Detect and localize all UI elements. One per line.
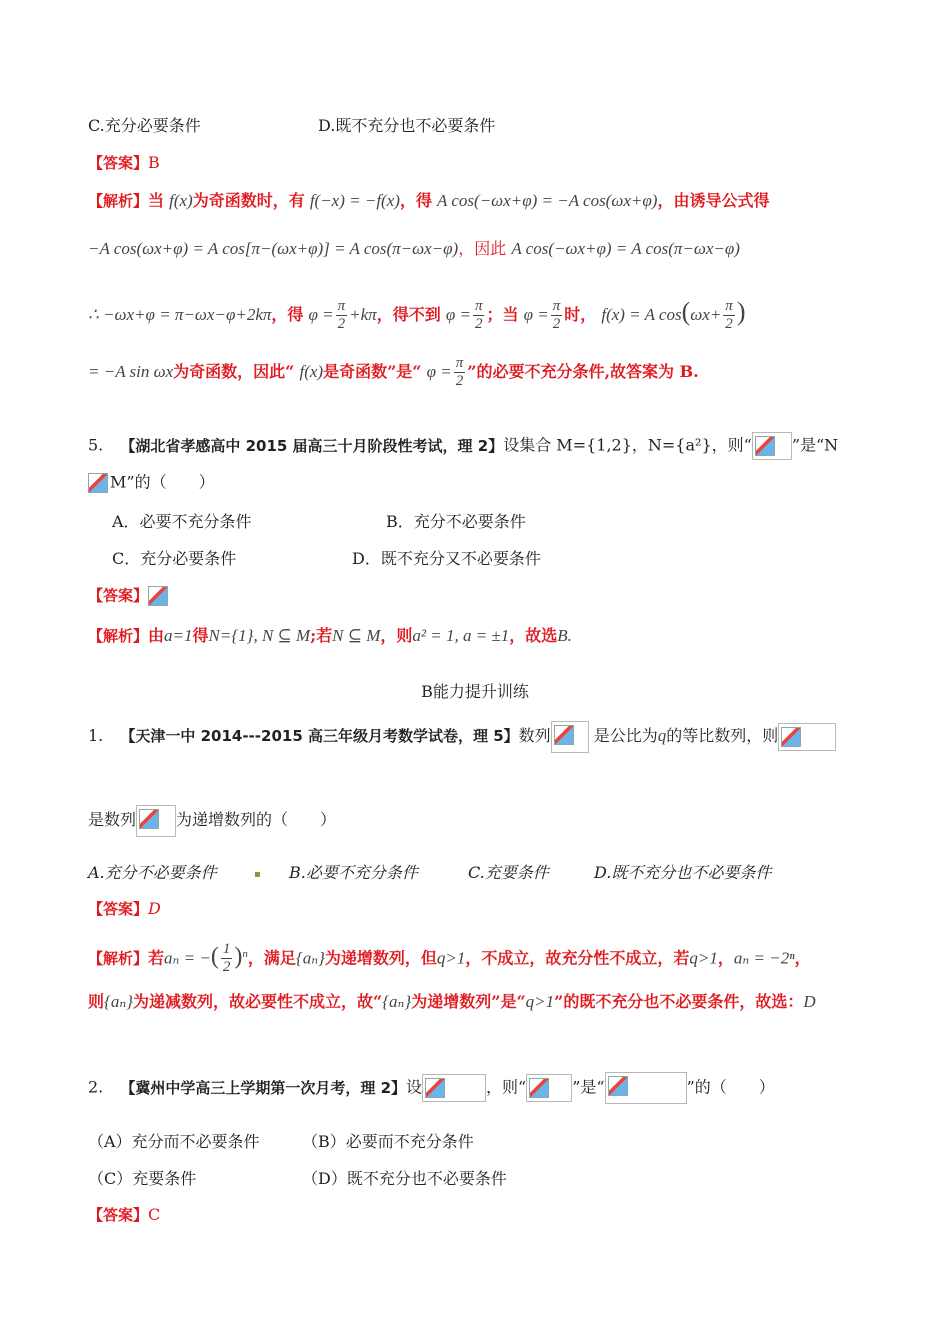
option-a: A.充分不必要条件	[88, 863, 217, 882]
broken-image-icon	[781, 727, 801, 747]
option-d: （D）既不充分也不必要条件	[302, 1169, 507, 1188]
q5-analysis-line	[88, 625, 572, 647]
fraction	[336, 298, 348, 333]
fraction	[454, 355, 466, 390]
math-expr: B.	[557, 626, 572, 645]
math-expr: a² = 1, a = ±1	[412, 626, 510, 645]
question-text: 的等比数列，则	[666, 726, 779, 745]
analysis-text: ，	[794, 948, 811, 968]
analysis-line-4	[88, 352, 699, 392]
analysis-text: ，因此	[458, 239, 507, 258]
math-expr: q>1	[436, 948, 466, 968]
option-a: A．必要不充分条件	[112, 512, 252, 531]
fraction	[473, 298, 485, 333]
paren-close: )	[736, 297, 746, 326]
option-d: D.既不充分也不必要条件	[318, 116, 496, 135]
analysis-text: 当	[148, 191, 165, 210]
analysis-line-2	[88, 238, 740, 260]
question-text: ”是“	[572, 1077, 605, 1097]
formula-image	[778, 723, 836, 751]
formula-image	[136, 805, 176, 837]
frac-den: 2	[337, 316, 346, 332]
analysis-line-1	[88, 190, 769, 212]
analysis-text: ，满足	[247, 948, 296, 968]
frac-num: π	[455, 355, 464, 371]
math-expr: φ =	[523, 305, 549, 324]
math-expr: ∴ −ωx+φ = π−ωx−φ+2kπ	[88, 305, 272, 324]
analysis-text: ，故选	[509, 626, 558, 645]
frac-num: π	[474, 298, 483, 314]
math-expr: {aₙ}	[104, 992, 134, 1011]
frac-den: 2	[552, 316, 561, 332]
question-text: ”是“N	[791, 435, 839, 455]
math-expr: f(x)	[169, 191, 193, 210]
analysis-text: ，不成立，故充分性不成立，若	[465, 948, 690, 968]
frac-num: π	[337, 298, 346, 314]
analysis-text: ；当	[486, 305, 519, 324]
question-text: M”的（ ）	[110, 472, 215, 492]
question-text: 设集合 M={1,2}，N={a²}，则“	[503, 435, 752, 455]
math-expr: = −A sin ωx	[88, 362, 174, 381]
math-expr: f(x)	[299, 362, 324, 381]
analysis-text: ，由诱导公式得	[657, 191, 770, 210]
option-c: C．充分必要条件	[112, 549, 237, 568]
option-d: D．既不充分又不必要条件	[352, 549, 541, 568]
answer-value: D	[148, 899, 161, 918]
broken-image-icon	[608, 1076, 628, 1096]
broken-image-icon	[425, 1078, 445, 1098]
broken-image-icon	[148, 586, 168, 606]
answer-tag: 【答案】	[88, 900, 149, 918]
answer-value: B	[148, 153, 160, 172]
question-text: 是公比为	[593, 726, 658, 745]
math-expr: N={1}, N ⊆ M	[208, 626, 311, 645]
option-b: B.必要不充分条件	[289, 863, 418, 882]
question-text: 设	[406, 1077, 423, 1097]
math-expr: A cos(−ωx+φ) = −A cos(ωx+φ)	[437, 191, 658, 210]
option-d: D.既不充分也不必要条件	[594, 863, 772, 882]
paren-close: )	[234, 943, 243, 970]
section-title: B能力提升训练	[421, 682, 529, 701]
math-expr: N ⊆ M	[332, 626, 381, 645]
answer-value: C	[148, 1205, 161, 1224]
q5-answer-line	[88, 583, 170, 609]
math-expr: A cos(−ωx+φ) = A cos(π−ωx−φ)	[511, 239, 740, 258]
frac-num: π	[725, 298, 733, 314]
analysis-text: 为递减数列，故必要性不成立，故“	[133, 992, 383, 1011]
frac-den: 2	[474, 316, 483, 332]
analysis-tag: 【解析】	[88, 627, 149, 645]
question-number: 1.	[88, 726, 104, 745]
exponent: n	[242, 948, 248, 960]
math-expr: aₙ = −2ⁿ	[733, 948, 795, 968]
fraction	[551, 298, 563, 333]
option-b: B．充分不必要条件	[386, 512, 526, 531]
analysis-text: 是奇函数”是“	[323, 362, 422, 381]
fraction	[221, 941, 233, 976]
broken-image-icon	[139, 809, 159, 829]
b1-analysis-line-1	[88, 934, 811, 974]
paren-open: (	[681, 297, 691, 326]
analysis-text: ，得	[271, 305, 304, 324]
analysis-text: 为递增数列，但	[324, 948, 437, 968]
question-text: 数列	[518, 726, 551, 745]
analysis-text: ;若	[310, 626, 333, 645]
math-expr: {aₙ}	[295, 948, 325, 968]
answer-image	[148, 583, 170, 609]
broken-image-icon	[755, 436, 775, 456]
math-expr: f(x) = A cos	[601, 305, 682, 324]
frac-den: 2	[725, 316, 733, 332]
question-text: ，则“	[486, 1077, 527, 1097]
b1-analysis-line-2	[88, 991, 816, 1013]
question-source: 【天津一中 2014---2015 高三年级月考数学试卷，理 5】	[120, 727, 519, 745]
decor-dot: ▪	[254, 869, 261, 880]
frac-num: π	[552, 298, 561, 314]
analysis-text: 为递增数列”是“	[411, 992, 526, 1011]
b1-answer-line	[88, 898, 161, 920]
math-expr: f(−x) = −f(x)	[309, 191, 400, 210]
question-text: 为递增数列的（ ）	[176, 810, 337, 829]
math-expr: φ =	[308, 305, 334, 324]
math-expr: a=1	[164, 626, 193, 645]
broken-image-icon	[88, 473, 108, 493]
math-expr: φ =	[445, 305, 471, 324]
q5-stem-line-2	[88, 470, 215, 496]
frac-num: 1	[222, 941, 231, 958]
b2-stem-line	[88, 1072, 775, 1102]
answer-tag: 【答案】	[88, 1206, 149, 1224]
formula-image	[422, 1074, 486, 1102]
analysis-line-3	[88, 292, 745, 332]
question-text: 是数列	[88, 810, 137, 829]
question-number: 5.	[88, 435, 104, 455]
math-expr: q>1	[525, 992, 555, 1011]
analysis-tag: 【解析】	[88, 192, 149, 210]
analysis-text: 为奇函数时，有	[192, 191, 305, 210]
answer-tag: 【答案】	[88, 154, 149, 172]
fraction	[723, 298, 735, 333]
math-expr: φ =	[426, 362, 452, 381]
analysis-text: ，则	[380, 626, 413, 645]
analysis-text: ”的必要不充分条件,故答案为 B.	[467, 362, 699, 381]
math-expr: +kπ	[349, 305, 377, 324]
paren-open: (	[210, 943, 219, 970]
frac-den: 2	[455, 373, 464, 389]
analysis-text: 若	[148, 948, 165, 968]
math-expr: aₙ = −	[164, 948, 211, 968]
math-expr: q	[657, 726, 667, 745]
analysis-text: 时，	[564, 305, 597, 324]
formula-image	[752, 432, 792, 460]
option-a: （A）充分而不必要条件	[88, 1132, 260, 1151]
subset-symbol-image	[88, 470, 110, 496]
question-source: 【湖北省孝感高中 2015 届高三十月阶段性考试，理 2】	[120, 436, 504, 455]
math-expr: D	[803, 992, 816, 1011]
formula-image	[526, 1074, 572, 1102]
math-expr: ωx+	[690, 305, 722, 324]
q5-stem-line-1	[88, 432, 838, 460]
formula-image	[605, 1072, 687, 1104]
option-b: （B）必要而不充分条件	[302, 1132, 474, 1151]
analysis-text: 得	[192, 626, 209, 645]
option-c: C.充要条件	[468, 863, 549, 882]
b2-answer-line	[88, 1204, 160, 1226]
b1-stem-line-1	[88, 719, 836, 753]
broken-image-icon	[554, 725, 574, 745]
analysis-text: 由	[148, 626, 165, 645]
broken-image-icon	[529, 1078, 549, 1098]
option-c: （C）充要条件	[88, 1169, 197, 1188]
analysis-text: 为奇函数，因此“	[173, 362, 295, 381]
option-c: C.充分必要条件	[88, 116, 201, 135]
question-number: 2.	[88, 1077, 104, 1097]
question-source: 【冀州中学高三上学期第一次月考，理 2】	[120, 1078, 407, 1097]
formula-image	[551, 721, 589, 753]
math-expr: {aₙ}	[382, 992, 412, 1011]
analysis-text: ，得不到	[376, 305, 441, 324]
answer-line	[88, 152, 160, 174]
question-text: ”的（ ）	[686, 1077, 775, 1097]
analysis-text: ”的既不充分也不必要条件，故选：	[554, 992, 804, 1011]
frac-den: 2	[222, 959, 231, 976]
math-expr: q>1	[689, 948, 718, 968]
analysis-text: ，得	[399, 191, 432, 210]
b1-stem-line-2	[88, 803, 336, 837]
analysis-text: 则	[88, 992, 105, 1011]
analysis-text: ，	[717, 948, 734, 968]
answer-tag: 【答案】	[88, 586, 149, 605]
analysis-tag: 【解析】	[88, 949, 149, 968]
math-expr: −A cos(ωx+φ) = A cos[π−(ωx+φ)] = A cos(π−ωx−φ)	[88, 239, 459, 258]
